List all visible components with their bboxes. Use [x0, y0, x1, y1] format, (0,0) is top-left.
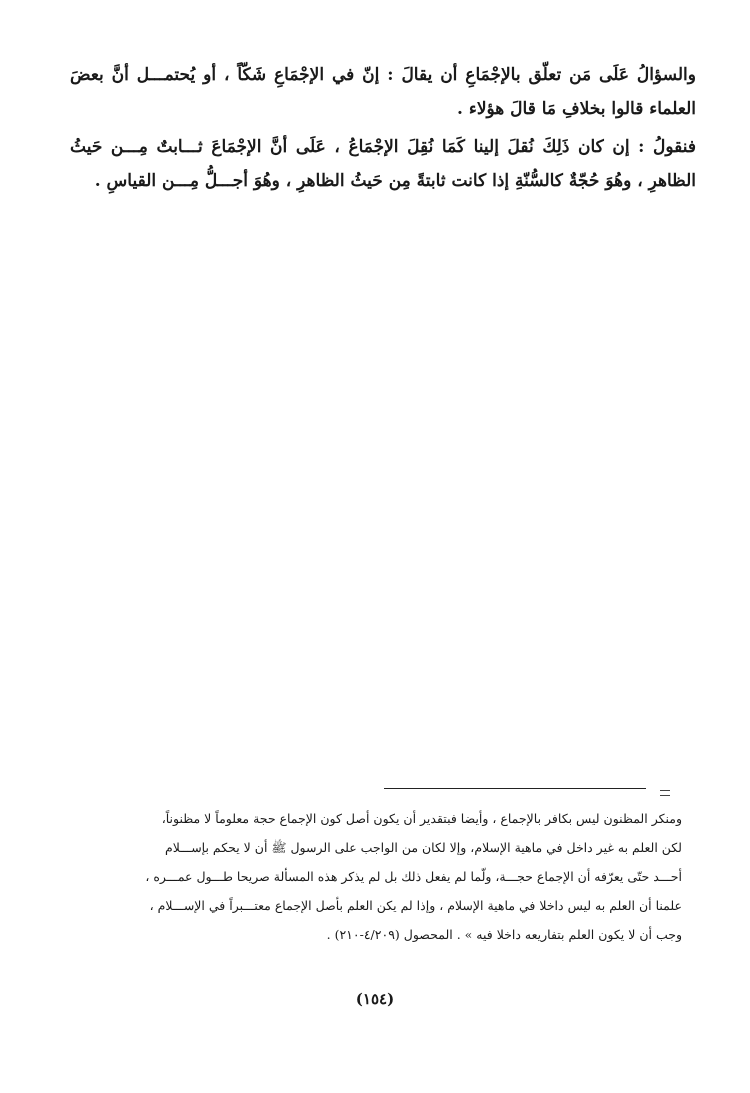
footnotes-block	[74, 804, 682, 949]
footnote-separator	[384, 788, 646, 789]
paragraph-question: والسؤالُ عَلَى مَن تعلّق بالإجْمَاعِ أن يقالَ : إنّ في الإجْمَاعِ شَكّاً ، أو يُحتمـــل أنَّ بعضَ العلماء قالوا بخلافِ مَا قالَ هؤلاء .	[70, 65, 696, 119]
main-text-block	[70, 58, 696, 202]
footnote-marker	[660, 790, 670, 796]
footnote-line: لكن العلم به غير داخل في ماهية الإسلام، وإلا لكان من الواجب على الرسول ﷺ أن لا يحكم بإســـلام	[165, 840, 682, 855]
footnote-line: وجب أن لا يكون العلم بتفاريعه داخلا فيه » . المحصول (٤/٢٠٩-٢١٠) .	[326, 927, 682, 942]
footnote-line: أحـــد حتّى يعرّفه أن الإجماع حجـــة، ولّما لم يفعل ذلك بل لم يذكر هذه المسألة صريحا طـــول عمـــره ،	[145, 869, 682, 884]
page-number: (١٥٤)	[355, 990, 395, 1008]
paragraph-answer: فنقولُ : إن كان ذَلِكَ نُقلَ إلينا كَمَا نُقِلَ الإجْمَاعُ ، عَلَى أنَّ الإجْمَاعَ ثـــابتٌ مِـــن حَيثُ الظاهرِ ، وهُوَ حُجّةٌ كالسُّنّةِ إذا كانت ثابتةً مِن حَيثُ الظاهرِ ، وهُوَ أجـــلُّ مِـــن القياسِ .	[70, 137, 696, 191]
footnote-line: ومنكر المظنون ليس بكافر بالإجماع ، وأيضا فبتقدير أن يكون أصل كون الإجماع حجة معلوماً لا مظنوناً،	[161, 811, 682, 826]
footnote-line: علمنا أن العلم به ليس داخلا في ماهية الإسلام ، وإذا لم يكن العلم بأصل الإجماع معتـــبراً في الإســـلام ،	[149, 898, 682, 913]
